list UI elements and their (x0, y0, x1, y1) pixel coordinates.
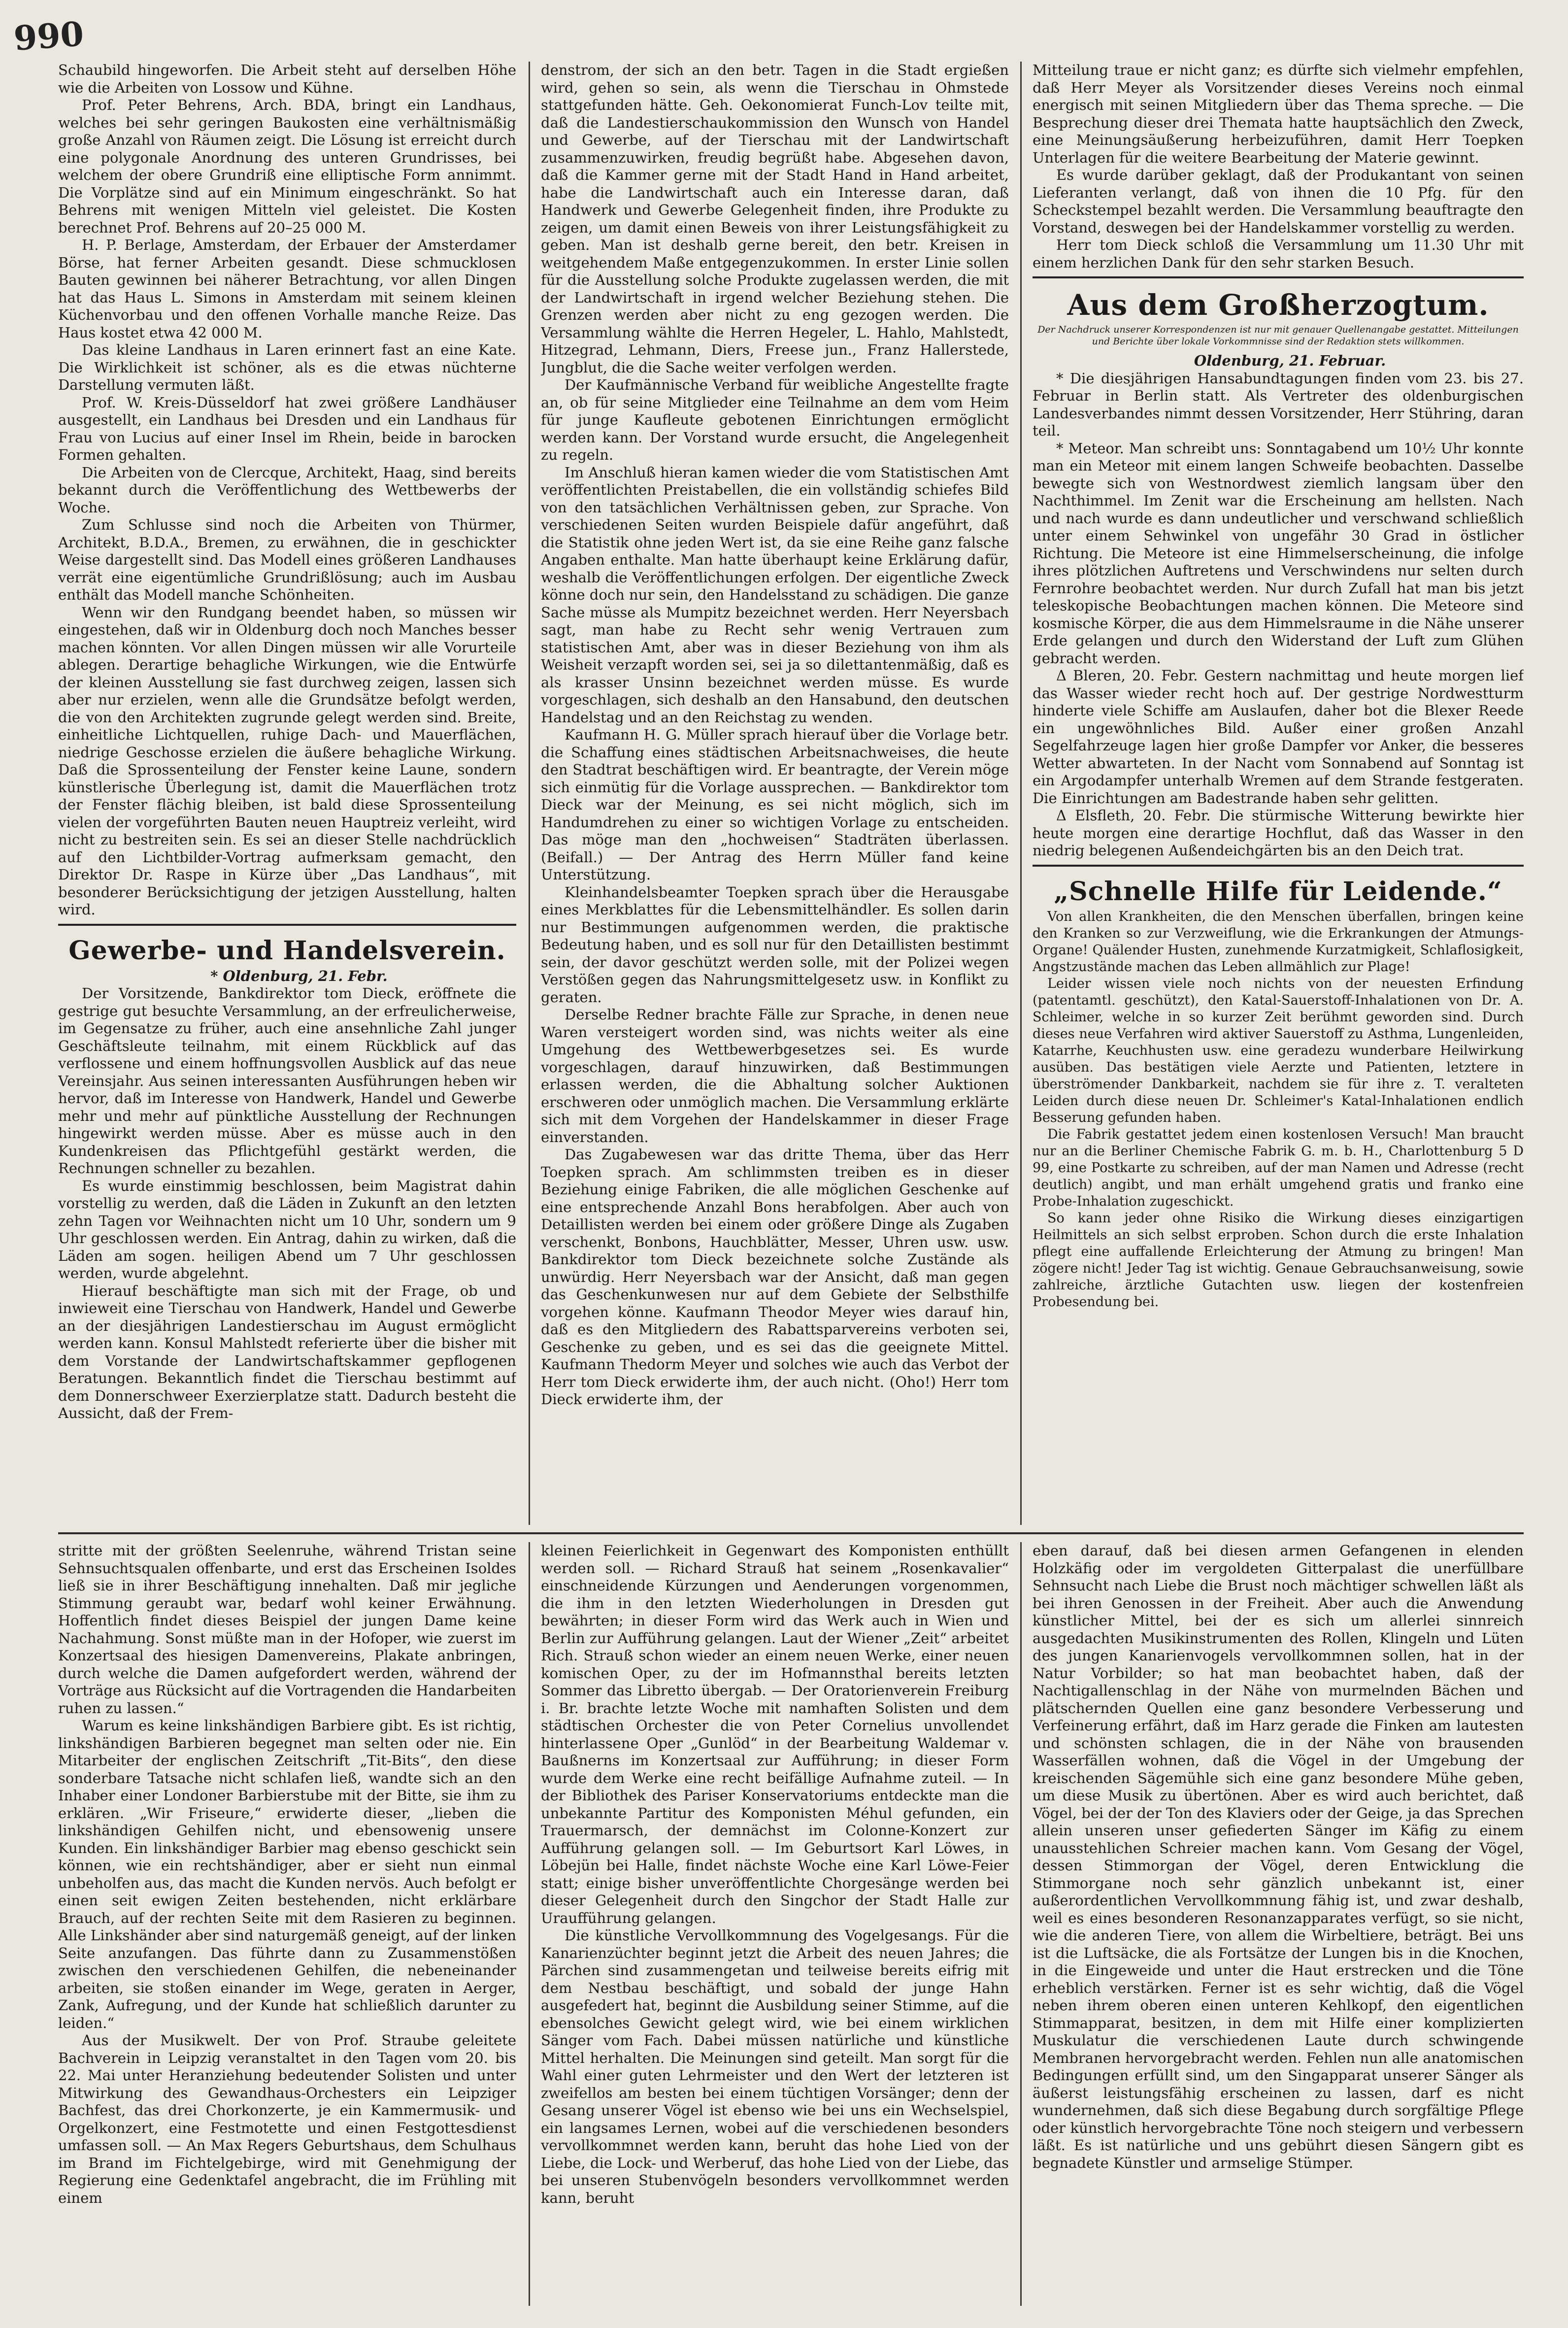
section-divider (1033, 865, 1524, 867)
paragraph: Leider wissen viele noch nichts von der neuesten Erfindung (patentamtl. geschützt), den Katal-Sauerstoff-Inhalationen von Dr. A. Schleimer, welche in so kurzer Zeit berühmt geworden sind. Durch dieses neue Verfahren wird aktiver Sauerstoff zu Asthma, Lungenleiden, Katarrhe, Keuchhusten usw. eine geradezu wunderbare Heilwirkung ausüben. Das bestätigen viele Aerzte und Patienten, letztere in überströmender Dankbarkeit, nachdem sie für ihre z. T. veralteten Leiden durch diese neuen Dr. Schleimer's Katal-Inhalationen endlich Besserung gefunden haben. (1033, 976, 1524, 1125)
paragraph: * Meteor. Man schreibt uns: Sonntagabend um 10½ Uhr konnte man ein Meteor mit einem langen Schweife beobachten. Dasselbe bewegte sich von Westnordwest ziemlich langsam über den Nachthimmel. Im Zenit war die Erscheinung am hellsten. Nach und nach wurde es dann undeutlicher und verschwand schließlich unter einem Sehwinkel von ungefähr 30 Grad in östlicher Richtung. Die Meteore ist eine Himmelserscheinung, die infolge ihres plötzlichen Auftretens und Verschwindens nur selten durch Fernrohre beobachtet werden. Nur durch Zufall hat man bis jetzt teleskopische Beobachtungen machen können. Die Meteore sind kosmische Körper, die aus dem Himmelsraume in die Nähe unserer Erde gelangen und durch den Widerstand der Luft zum Glühen gebracht werden. (1033, 439, 1524, 667)
paragraph: Prof. Peter Behrens, Arch. BDA, bringt ein Landhaus, welches bei sehr geringen Baukosten eine verhältnismäßig große Anzahl von Räumen zeigt. Die Lösung ist erreicht durch eine polygonale Anordnung des unteren Grundrisses, bei welchem der obere Grundriß eine elliptische Form annimmt. Die Vorplätze sind auf ein Minimum eingeschränkt. So hat Behrens mit wenigen Mitteln viel geleistet. Die Kosten berechnet Prof. Behrens auf 20–25 000 M. (58, 97, 516, 236)
newspaper-page (58, 62, 1524, 2308)
paragraph: Hierauf beschäftigte man sich mit der Frage, ob und inwieweit eine Tierschau von Handwerk, Handel und Gewerbe an der diesjährigen Landestierschau im August ermöglicht werden kann. Konsul Mahlstedt referierte über die bisher mit dem Vorstande der Landwirtschaftskammer gepflogenen Beratungen. Bekanntlich findet die Tierschau bestimmt auf dem Donnerschweer Exerzierplatze statt. Dadurch besteht die Aussicht, daß der Frem- (58, 1282, 516, 1421)
paragraph: Schaubild hingeworfen. Die Arbeit steht auf derselben Höhe wie die Arbeiten von Lossow und Kühne. (58, 62, 516, 96)
dateline: Oldenburg, 21. Februar. (1194, 352, 1386, 369)
lower-column-3 (1033, 1542, 1524, 2306)
paragraph: Die künstliche Vervollkommnung des Vogelgesangs. Für die Kanarienzüchter beginnt jetzt die Arbeit des neuen Jahres; die Pärchen sind zusammengetan und teilweise bereits eifrig mit dem Nestbau beschäftigt, und sobald der junge Hahn ausgefedert hat, beginnt die Ausbildung seiner Stimme, auf die ebensolches Gewicht gelegt wird, wie bei einem wirklichen Sänger vom Fach. Dabei müssen natürliche und künstliche Mittel herhalten. Die Meinungen sind geteilt. Man sorgt für die Wahl einer guten Lehrmeister und den Wert der letzteren ist zweifellos am besten bei einem tüchtigen Vorsänger; denn der Gesang unserer Vögel ist ebenso wie bei uns ein Wechselspiel, ein langsames Lernen, wobei auf die verschiedenen besonders vervollkommnet werden kann, beruht das hohe Lied von der Liebe, die Lock- und Werberuf, das hohe Lied von der Liebe, das bei unseren Stubenvögeln besonders vervollkommnet werden kann, beruht (541, 1927, 1009, 2206)
advertisement (1033, 877, 1524, 1311)
paragraph: Der Vorsitzende, Bankdirektor tom Dieck, eröffnete die gestrige gut besuchte Versammlung, an der erfreulicherweise, im Gegensatze zu früher, auch eine ansehnliche Zahl junger Geschäftsleute teilnahm, mit einem Rückblick auf das verflossene und einem hoffnungsvollen Ausblick auf das neue Vereinsjahr. Aus seinen interessanten Ausführungen heben wir hervor, daß im Interesse von Handwerk, Handel und Gewerbe mehr und mehr auf pünktliche Ausstellung der Rechnungen hingewirkt werden müsse. Aber es müsse auch in den Kundenkreisen das Pflichtgefühl gestärkt werden, die Rechnungen schneller zu bezahlen. (58, 985, 516, 1177)
dateline: * Oldenburg, 21. Febr. (210, 967, 388, 984)
ad-body (1033, 909, 1524, 1311)
column-rule (529, 62, 530, 1525)
lower-column-1 (58, 1542, 516, 2306)
paragraph: Δ Elsfleth, 20. Febr. Die stürmische Witterung bewirkte hier heute morgen eine derartige Hochflut, daß das Wasser in den niedrig belegenen Außendeichgärten bis an den Deich trat. (1033, 807, 1524, 859)
paragraph: Es wurde darüber geklagt, daß der Produkantant von seinen Lieferanten verlangt, daß von ihnen die 10 Pfg. für den Scheckstempel bezahlt werden. Die Versammlung beauftragte den Vorstand, deswegen bei der Handelskammer vorstellig zu werden. (1033, 167, 1524, 236)
paragraph: Mitteilung traue er nicht ganz; es dürfte sich vielmehr empfehlen, daß Herr Meyer als Vorsitzender dieses Vereins noch einmal energisch mit seinen Mitgliedern über das Thema spreche. — Die Besprechung dieser drei Themata hatte hauptsächlich den Zweck, eine Meinungsäußerung herbeizuführen, damit Herr Toepken Unterlagen für die weitere Bearbeitung der Materie gewinnt. (1033, 62, 1524, 166)
paragraph: Im Anschluß hieran kamen wieder die vom Statistischen Amt veröffentlichten Preistabellen, die ein vollständig schiefes Bild von den tatsächlichen Verhältnissen geben, zur Sprache. Von verschiedenen Seiten wurden Beispiele dafür angeführt, daß die Statistik ohne jeden Wert ist, da sie eine Reihe ganz falsche Angaben enthalte. Man hatte überhaupt keine Erklärung dafür, weshalb die Veröffentlichungen erfolgen. Der eigentliche Zweck könne doch nur sein, den Handelsstand zu schädigen. Die ganze Sache müsse als Mumpitz bezeichnet werden. Herr Neyersbach sagt, man habe zu Recht sehr wenig Vertrauen zum statistischen Amt, aber was in dieser Beziehung von ihm als Weisheit verzapft worden sei, sei ja so dilettantenmäßig, daß es als krasser Unsinn bezeichnet werden müsse. Es wurde vorgeschlagen, sich deshalb an den Hansabund, den deutschen Handelstag und an den Reichstag zu wenden. (541, 464, 1009, 726)
paragraph: Herr tom Dieck schloß die Versammlung um 11.30 Uhr mit einem herzlichen Dank für den sehr starken Besuch. (1033, 236, 1524, 271)
section-title-gewerbe: Gewerbe- und Handelsverein. (68, 935, 506, 966)
column-rule (1020, 62, 1022, 1525)
lower-column-2 (541, 1542, 1009, 2306)
page-number: 990 (12, 14, 85, 59)
paragraph: Wenn wir den Rundgang beendet haben, so müssen wir eingestehen, daß wir in Oldenburg doch noch Manches besser machen könnten. Vor allen Dingen müssen wir alle Vorurteile ablegen. Derartige behagliche Wirkungen, wie die Entwürfe der kleinen Ausstellung sie fast durchweg zeigen, lassen sich aber nur erzielen, wenn alle die Grundsätze befolgt werden, die von den Architekten zugrunde gelegt werden sind. Breite, einheitliche Lichtquellen, ruhige Dach- und Mauerflächen, niedrige Geschosse erzielen die äußere behagliche Wirkung. Daß die Sprossenteilung der Fenster keine Laune, sondern künstlerische Überlegung ist, damit die Mauerflächen trotz der Fenster flächig bleiben, ist bald diese Sprossenteilung vielen der vorgeführten Bauten neuen Hauptreiz verleiht, wird nicht zu bestreiten sein. Es sei an dieser Stelle nachdrücklich auf den Lichtbilder-Vortrag aufmerksam gemacht, den Direktor Dr. Raspe in Kürze über „Das Landhaus“, mit besonderer Berücksichtigung der jetzigen Ausstellung, halten wird. (58, 604, 516, 918)
paragraph: stritte mit der größten Seelenruhe, während Tristan seine Sehnsuchtsqualen offenbarte, und erst das Erscheinen Isoldes ließ sie in ihrer Beschäftigung innehalten. Daß mir jegliche Stimmung geraubt war, bedarf wohl keiner Erwähnung. Hoffentlich findet dieses Beispiel der jungen Dame keine Nachahmung. Sonst müßte man in der Hofoper, wie zuerst im Konzertsaal des hiesigen Damenvereins, Plakate anbringen, durch welche die Damen aufgefordert werden, während der Vorträge aus Rücksicht auf die Vortragenden die Handarbeiten ruhen zu lassen.“ (58, 1542, 516, 1717)
ad-title: „Schnelle Hilfe für Leidende.“ (1054, 876, 1502, 907)
paragraph: Es wurde einstimmig beschlossen, beim Magistrat dahin vorstellig zu werden, daß die Läden in Zukunft an den letzten zehn Tagen vor Weihnachten nicht um 10 Uhr, sondern um 9 Uhr geschlossen werden. Ein Antrag, dahin zu wirken, daß die Läden am sogen. heiligen Abend um 7 Uhr geschlossen werden, wurde abgelehnt. (58, 1177, 516, 1282)
paragraph: Kleinhandelsbeamter Toepken sprach über die Herausgabe eines Merkblattes für die Lebensmittelhändler. Es sollen darin nur Bestimmungen aufgenommen werden, die praktische Bedeutung haben, und es soll nur für den Detaillisten bestimmt sein, der davor geschützt werden solle, mit der Polizei wegen Verstößen gegen das Nahrungsmittelgesetz usw. in Konflikt zu geraten. (541, 883, 1009, 1006)
paragraph: Δ Bleren, 20. Febr. Gestern nachmittag und heute morgen lief das Wasser wieder recht hoch auf. Der gestrige Nordwestturm hinderte viele Schiffe am Auslaufen, daher bot die Blexer Reede ein ungewöhnliches Bild. Außer einer großen Anzahl Segelfahrzeuge lagen hier große Dampfer vor Anker, die besseres Wetter abwarteten. In der Nacht vom Sonnabend auf Sonntag ist ein Argodampfer unterhalb Wremen auf dem Strande festgeraten. Die Einrichtungen am Badestrande haben sehr gelitten. (1033, 667, 1524, 807)
paragraph: Das kleine Landhaus in Laren erinnert fast an eine Kate. Die Wirklichkeit ist schöner, als es die etwas nüchterne Darstellung vermuten läßt. (58, 341, 516, 393)
paragraph: Von allen Krankheiten, die den Menschen überfallen, bringen keine den Kranken so zur Verzweiflung, wie die Erkrankungen der Atmungs-Organe! Quälender Husten, zunehmende Kurzatmigkeit, Schlaflosigkeit, Angstzustände machen das Leben allmählich zur Plage! (1033, 909, 1524, 975)
section-title-grossherzogtum: Aus dem Großherzogtum. (1067, 288, 1489, 322)
paragraph: Kaufmann H. G. Müller sprach hierauf über die Vorlage betr. die Schaffung eines städtischen Arbeitsnachweises, die heute den Stadtrat beschäftigen wird. Er beantragte, der Verein möge sich einmütig für die Vorlage aussprechen. — Bankdirektor tom Dieck war der Meinung, es sei nicht möglich, sich im Handumdrehen zu einer so wichtigen Vorlage zu entscheiden. Das möge man den „hochweisen“ Stadträten überlassen. (Beifall.) — Der Antrag des Herrn Müller fand keine Unterstützung. (541, 726, 1009, 883)
paragraph: Die Fabrik gestattet jedem einen kostenlosen Versuch! Man braucht nur an die Berliner Chemische Fabrik G. m. b. H., Charlottenburg 5 D 99, eine Postkarte zu schreiben, auf der man Namen und Adresse (recht deutlich) angibt, und man erhält umgehend gratis und franko eine Probe-Inhalation zugeschickt. (1033, 1126, 1524, 1209)
upper-column-3 (1033, 62, 1524, 1525)
section-divider (58, 924, 516, 926)
paragraph: Der Kaufmännische Verband für weibliche Angestellte fragte an, ob für seine Mitglieder eine Teilnahme an dem vom Heim für junge Kaufleute gebotenen Einrichtungen ermöglicht werden kann. Der Vorstand wurde ersucht, die Angelegenheit zu regeln. (541, 376, 1009, 463)
paragraph: Prof. W. Kreis-Düsseldorf hat zwei größere Landhäuser ausgestellt, ein Landhaus bei Dresden und ein Landhaus für Frau von Lucius auf einer Insel im Rhein, beide in barocken Formen gehalten. (58, 394, 516, 463)
paragraph: Zum Schlusse sind noch die Arbeiten von Thürmer, Architekt, B.D.A., Bremen, zu erwähnen, die in geschickter Weise dargestellt sind. Das Modell eines größeren Landhauses verrät eine eigentümliche Grundrißlösung; auch im Ausbau enthält das Modell manche Schönheiten. (58, 516, 516, 603)
paragraph: Derselbe Redner brachte Fälle zur Sprache, in denen neue Waren versteigert worden sind, was nichts weiter als eine Umgehung des Wettbewerbgesetzes sei. Es wurde vorgeschlagen, darauf hinzuwirken, daß Bestimmungen erlassen werden, die die Abhaltung solcher Auktionen erschweren oder unmöglich machen. Die Versammlung erklärte sich mit dem Vorgehen der Handelskammer in dieser Frage einverstanden. (541, 1006, 1009, 1146)
paragraph: Die Arbeiten von de Clercque, Architekt, Haag, sind bereits bekannt durch die Veröffentlichung des Wettbewerbs der Woche. (58, 464, 516, 516)
feuilleton-divider (58, 1532, 1524, 1534)
paragraph: * Die diesjährigen Hansabundtagungen finden vom 23. bis 27. Februar in Berlin statt. Als Vertreter des oldenburgischen Landesverbandes nimmt dessen Vorsitzender, Herr Stühring, daran teil. (1033, 370, 1524, 439)
paragraph: kleinen Feierlichkeit in Gegenwart des Komponisten enthüllt werden soll. — Richard Strauß hat seinem „Rosenkavalier“ einschneidende Kürzungen und Aenderungen vorgenommen, die ihm in den letzten Wiederholungen in Dresden gut bewährten; in dieser Form wird das Werk auch in Wien und Berlin zur Aufführung gelangen. Laut der Wiener „Zeit“ arbeitet Rich. Strauß schon wieder an einem neuen Werke, einer neuen komischen Oper, zu der im Hofmannsthal bereits letzten Sommer das Libretto übergab. — Der Oratorienverein Freiburg i. Br. brachte letzte Woche mit namhaften Solisten und dem städtischen Orchester die von Peter Cornelius unvollendet hinterlassene Oper „Gunlöd“ in der Bearbeitung Waldemar v. Baußnerns im Konzertsaal zur Aufführung; in dieser Form wurde dem Werke eine recht beifällige Aufnahme zuteil. — In der Bibliothek des Pariser Konservatoriums entdeckte man die unbekannte Partitur des Komponisten Méhul gefunden, ein Trauermarsch, der demnächst im Colonne-Konzert zur Aufführung gelangen soll. — Im Geburtsort Karl Löwes, in Löbejün bei Halle, findet nächste Woche eine Karl Löwe-Feier statt; einige bisher unveröffentlichte Chorgesänge werden bei dieser Gelegenheit durch den Singchor der Stadt Halle zur Uraufführung gelangen. (541, 1542, 1009, 1926)
column-rule (529, 1542, 530, 2306)
paragraph: Das Zugabewesen war das dritte Thema, über das Herr Toepken sprach. Am schlimmsten treiben es in dieser Beziehung einige Fabriken, die alle möglichen Geschenke auf eine entsprechende Anzahl Bons herabfolgen. Aber auch von Detaillisten werden bei einem oder größere Dinge als Zugaben verschenkt, Bonbons, Hauchblätter, Messer, Uhren usw. usw. Bankdirektor tom Dieck bezeichnete solche Zustände als unwürdig. Herr Neyersbach war der Ansicht, daß man gegen das Geschenkunwesen nur auf dem Gebiete der Selbsthilfe vorgehen könne. Kaufmann Theodor Meyer wies darauf hin, daß es den Mitgliedern des Rabattsparvereins verboten sei, Geschenke zu geben, und es sei das die geeignete Mittel. Kaufmann Thedorm Meyer und solches wie auch das Verbot der Herr tom Dieck erwiderte ihm, der auch nicht. (Oho!) Herr tom Dieck erwiderte ihm, der (541, 1146, 1009, 1408)
paragraph: So kann jeder ohne Risiko die Wirkung dieses einzigartigen Heilmittels an sich selbst erproben. Schon durch die erste Inhalation pflegt eine auffallende Erleichterung der Atmung zu bringen! Man zögere nicht! Jeder Tag ist wichtig. Genaue Gebrauchsanweisung, sowie zahlreiche, ärztliche Gutachten usw. liegen der kostenfreien Probesendung bei. (1033, 1210, 1524, 1310)
reprint-notice: Der Nachdruck unserer Korrespondenzen ist nur mit genauer Quellenangabe gestattet. Mitteilungen und Berichte über lokale Vorkommnisse sind der Redaktion stets willkommen. (1037, 324, 1519, 347)
arts-article (58, 62, 516, 919)
column-rule (1020, 1542, 1022, 2306)
section-divider (1033, 276, 1524, 278)
upper-column-1 (58, 62, 516, 1525)
paragraph: eben darauf, daß bei diesen armen Gefangenen in elenden Holzkäfig oder im vergoldeten Gitterpalast die unerfüllbare Sehnsucht nach Liebe die Brust noch mächtiger schwellen läßt als bei ihren Genossen in der Freiheit. Aber auch die Anwendung künstlicher Mittel, bei der es sich um allerlei sinnreich ausgedachten Musikinstrumenten des Rollen, Klingeln und Lüten des jungen Kanarienvogels vervollkommnen sollen, hat in der Natur Vorbilder; so hat man beobachtet haben, daß der Nachtigallenschlag in der Nähe von murmelnden Bächen und plätschernden Quellen eine ganz besondere Verbesserung und Verfeinerung erfährt, daß im Harz gerade die Finken am lautesten und schönsten schlagen, die in der Nähe von brausenden Wasserfällen wohnen, daß die Vögel in der Umgebung der kreischenden Sägemühle sich eine ganz besondere Mühe geben, um diese Musik zu übertönen. Aber es wird auch berichtet, daß Vögel, bei der der Ton des Klaviers oder der Geige, ja das Sprechen allein unseren unser gefiederten Sänger im Käfig zu einem unausstehlichen Schreier machen kann. Vom Gesang der Vögel, dessen Stimmorgan der Vögel, deren Entwicklung die Stimmorgane noch sehr gänzlich unbekannt ist, einer außerordentlichen Vervollkommnung fähig ist, und zwar deshalb, weil es eines besonderen Resonanzapparates verfügt, so sie nicht, wie die anderen Tiere, von allem die Wirbeltiere, beträgt. Bei uns ist die Luftsäcke, die als Fortsätze der Lungen bis in die Knochen, in die Eingeweide und unter die Haut erstrecken und die Töne erheblich verstärken. Ferner ist es sehr wichtig, daß die Vögel neben ihrem oberen einen unteren Kehlkopf, den eigentlichen Stimmapparat, besitzen, in dem mit Hilfe einer komplizierten Muskulatur die verschiedenen Laute durch schwingende Membranen hervorgebracht werden. Fehlen nun alle anatomischen Bedingungen erfüllt sind, um den Singapparat unserer Sänger als äußerst leistungsfähig erscheinen zu lassen, darf es nicht wundernehmen, daß sich diese Begabung durch sorgfältige Pflege oder künstlich hervorgebrachte Töne noch steigern und verbessern läßt. Es ist natürliche und uns gebührt diesen Sängern gibt es begnadete Künstler und armselige Stümper. (1033, 1542, 1524, 2171)
paragraph: Warum es keine linkshändigen Barbiere gibt. Es ist richtig, linkshändigen Barbieren begegnet man selten oder nie. Ein Mitarbeiter der englischen Zeitschrift „Tit-Bits“, den diese sonderbare Tatsache nicht schlafen ließ, wandte sich an den Inhaber einer Londoner Barbierstube mit der Bitte, sie ihm zu erklären. „Wir Friseure,“ erwiderte dieser, „lieben die linkshändigen Gehilfen nicht, und ebensowenig unsere Kunden. Ein linkshändiger Barbier mag ebenso geschickt sein können, wie ein rechtshändiger, aber er sieht nun einmal unbeholfen aus, das macht die Kunden nervös. Auch befolgt er einen seit ewigen Zeiten bestehenden, nicht erklärbare Brauch, auf der rechten Seite mit dem Rasieren zu beginnen. Alle Linkshänder aber sind naturgemäß geneigt, auf der linken Seite anzufangen. Das führte dann zu Zusammenstößen zwischen den verschiedenen Gehilfen, die nebeneinander arbeiten, sie stoßen einander im Wege, geraten in Aerger, Zank, Aufregung, und der Kunde hat schließlich darunter zu leiden.“ (58, 1717, 516, 2031)
paragraph: denstrom, der sich an den betr. Tagen in die Stadt ergießen wird, gehen so sein, als wenn die Tierschau in Ohmstede stattgefunden hätte. Geh. Oekonomierat Funch-Lov teilte mit, daß die Landestierschaukommission den Wunsch von Handel und Gewerbe, auf der Tierschau mit der Landwirtschaft zusammenzuwirken, freudig begrüßt habe. Abgesehen davon, daß die Kammer gerne mit der Stadt Hand in Hand arbeitet, habe die Landwirtschaft auch ein Interesse daran, daß Handwerk und Gewerbe Gelegenheit finden, ihre Produkte zu zeigen, um damit einen Beweis von ihrer Leistungsfähigkeit zu geben. Man ist deshalb gerne bereit, den betr. Kreisen in weitgehendem Maße entgegenzukommen. In erster Linie sollen für die Ausstellung solche Produkte zugelassen werden, die mit der Landwirtschaft in irgend welcher Beziehung stehen. Die Grenzen werden aber nicht zu eng gezogen werden. Die Versammlung wählte die Herren Hegeler, L. Hahlo, Mahlstedt, Hitzegrad, Lehmann, Diers, Freese jun., Franz Hallerstede, Jungblut, die die Sache weiter verfolgen werden. (541, 62, 1009, 376)
paragraph: H. P. Berlage, Amsterdam, der Erbauer der Amsterdamer Börse, hat ferner Arbeiten gesandt. Diese schmucklosen Bauten gewinnen bei näherer Betrachtung, vor allen Dingen hat das Haus L. Simons in Amsterdam mit seinem kleinen Küchenvorbau und den offenen Vorhalle manche Reize. Das Haus kostet etwa 42 000 M. (58, 236, 516, 341)
upper-column-2 (541, 62, 1009, 1525)
paragraph: Aus der Musikwelt. Der von Prof. Straube geleitete Bachverein in Leipzig veranstaltet in den Tagen vom 20. bis 22. Mai unter Heranziehung bedeutender Solisten und unter Mitwirkung des Gewandhaus-Orchesters ein Leipziger Bachfest, das drei Chorkonzerte, je ein Kammermusik- und Orgelkonzert, eine Festmotette und einen Festgottesdienst umfassen soll. — An Max Regers Geburtshaus, dem Schulhaus im Brand im Fichtelgebirge, wird mit Genehmigung der Regierung eine Gedenktafel angebracht, die im Frühling mit einem (58, 2032, 516, 2206)
